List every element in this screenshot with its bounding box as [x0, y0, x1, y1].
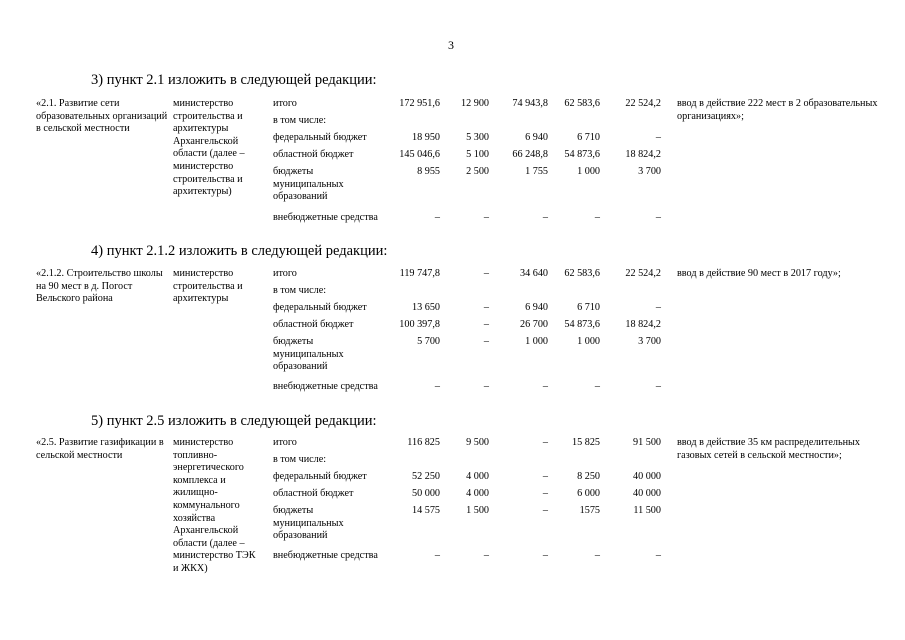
value-year: –: [483, 550, 489, 561]
value-year: 40 000: [632, 488, 661, 499]
funding-source: бюджеты муниципальных образований: [273, 166, 344, 203]
funding-source: областной бюджет: [273, 488, 354, 499]
value-year: 3 700: [638, 166, 661, 177]
value-year: –: [483, 268, 489, 279]
responsible-organization: министерство строительства и архитектуры Архангельской области (далее – министерство строительства и архитектуры): [173, 98, 245, 198]
funding-source: итого: [273, 437, 297, 448]
value-year: –: [542, 505, 548, 516]
value-year: 74 943,8: [512, 98, 548, 109]
value-total: 14 575: [411, 505, 440, 516]
value-year: –: [594, 550, 600, 561]
funding-source: в том числе:: [273, 454, 327, 465]
funding-source: в том числе:: [273, 285, 327, 296]
value-total: 119 747,8: [399, 268, 440, 279]
value-year: 34 640: [519, 268, 548, 279]
value-year: 15 825: [571, 437, 600, 448]
value-year: –: [655, 302, 661, 313]
value-year: 18 824,2: [625, 149, 661, 160]
responsible-organization: министерство строительства и архитектуры: [173, 268, 243, 305]
measure-description: «2.1.2. Строительство школы на 90 мест в д. Погост Вельского района: [36, 268, 163, 305]
funding-source: внебюджетные средства: [273, 381, 378, 392]
value-year: 1 755: [525, 166, 548, 177]
funding-source: областной бюджет: [273, 319, 354, 330]
value-total: –: [434, 550, 440, 561]
value-year: –: [483, 319, 489, 330]
value-year: 22 524,2: [625, 268, 661, 279]
value-year: –: [542, 212, 548, 223]
value-year: 4 000: [466, 488, 489, 499]
funding-source: в том числе:: [273, 115, 327, 126]
value-year: –: [542, 437, 548, 448]
value-year: –: [655, 381, 661, 392]
value-year: –: [542, 488, 548, 499]
value-year: –: [483, 336, 489, 347]
value-year: 66 248,8: [512, 149, 548, 160]
value-year: 2 500: [466, 166, 489, 177]
value-year: 6 940: [525, 302, 548, 313]
value-year: 5 300: [466, 132, 489, 143]
value-total: –: [434, 381, 440, 392]
measure-description: «2.1. Развитие сети образовательных организаций в сельской местности: [36, 98, 168, 135]
value-year: 8 250: [577, 471, 600, 482]
value-total: 100 397,8: [399, 319, 440, 330]
section-heading: 4) пункт 2.1.2 изложить в следующей редакции:: [91, 243, 388, 259]
value-total: 116 825: [407, 437, 440, 448]
value-year: 54 873,6: [564, 319, 600, 330]
funding-source: федеральный бюджет: [273, 471, 367, 482]
value-total: 18 950: [411, 132, 440, 143]
value-year: 4 000: [466, 471, 489, 482]
value-year: 9 500: [466, 437, 489, 448]
value-year: 62 583,6: [564, 268, 600, 279]
value-year: 26 700: [519, 319, 548, 330]
value-year: 1 500: [466, 505, 489, 516]
funding-source: бюджеты муниципальных образований: [273, 505, 344, 542]
value-total: 172 951,6: [399, 98, 440, 109]
value-year: 12 900: [460, 98, 489, 109]
value-year: –: [542, 381, 548, 392]
value-total: 13 650: [411, 302, 440, 313]
funding-source: федеральный бюджет: [273, 132, 367, 143]
value-total: –: [434, 212, 440, 223]
value-year: 6 710: [577, 302, 600, 313]
value-year: 40 000: [632, 471, 661, 482]
funding-source: внебюджетные средства: [273, 212, 378, 223]
value-total: 145 046,6: [399, 149, 440, 160]
value-year: 5 100: [466, 149, 489, 160]
value-year: –: [483, 212, 489, 223]
value-year: 54 873,6: [564, 149, 600, 160]
responsible-organization: министерство топливно-энергетического комплекса и жилищно-коммунального хозяйства Архангельской области (далее – министерство ТЭК и ЖКХ): [173, 437, 256, 574]
value-year: 22 524,2: [625, 98, 661, 109]
funding-source: областной бюджет: [273, 149, 354, 160]
value-total: 52 250: [411, 471, 440, 482]
funding-source: внебюджетные средства: [273, 550, 378, 561]
value-year: 62 583,6: [564, 98, 600, 109]
value-year: –: [655, 212, 661, 223]
value-year: –: [655, 132, 661, 143]
measure-description: «2.5. Развитие газификации в сельской местности: [36, 437, 164, 461]
value-year: 1 000: [525, 336, 548, 347]
funding-source: бюджеты муниципальных образований: [273, 336, 344, 373]
value-year: –: [594, 212, 600, 223]
section-heading: 5) пункт 2.5 изложить в следующей редакции:: [91, 413, 377, 429]
expected-result: ввод в действие 90 мест в 2017 году»;: [677, 268, 841, 279]
page-number: 3: [448, 38, 454, 52]
value-year: –: [655, 550, 661, 561]
value-year: –: [483, 381, 489, 392]
funding-source: итого: [273, 98, 297, 109]
value-year: –: [542, 471, 548, 482]
value-year: 3 700: [638, 336, 661, 347]
value-year: 1 000: [577, 166, 600, 177]
value-total: 8 955: [417, 166, 440, 177]
expected-result: ввод в действие 35 км распределительных газовых сетей в сельской местности»;: [677, 437, 860, 461]
value-year: 6 710: [577, 132, 600, 143]
value-year: 6 000: [577, 488, 600, 499]
value-year: 11 500: [633, 505, 661, 516]
value-total: 50 000: [411, 488, 440, 499]
value-year: 6 940: [525, 132, 548, 143]
value-year: 1 000: [577, 336, 600, 347]
value-year: 91 500: [632, 437, 661, 448]
section-heading: 3) пункт 2.1 изложить в следующей редакции:: [91, 72, 377, 88]
funding-source: итого: [273, 268, 297, 279]
value-year: –: [542, 550, 548, 561]
value-total: 5 700: [417, 336, 440, 347]
value-year: –: [483, 302, 489, 313]
funding-source: федеральный бюджет: [273, 302, 367, 313]
value-year: –: [594, 381, 600, 392]
value-year: 1575: [579, 505, 600, 516]
expected-result: ввод в действие 222 мест в 2 образовательных организациях»;: [677, 98, 878, 122]
value-year: 18 824,2: [625, 319, 661, 330]
